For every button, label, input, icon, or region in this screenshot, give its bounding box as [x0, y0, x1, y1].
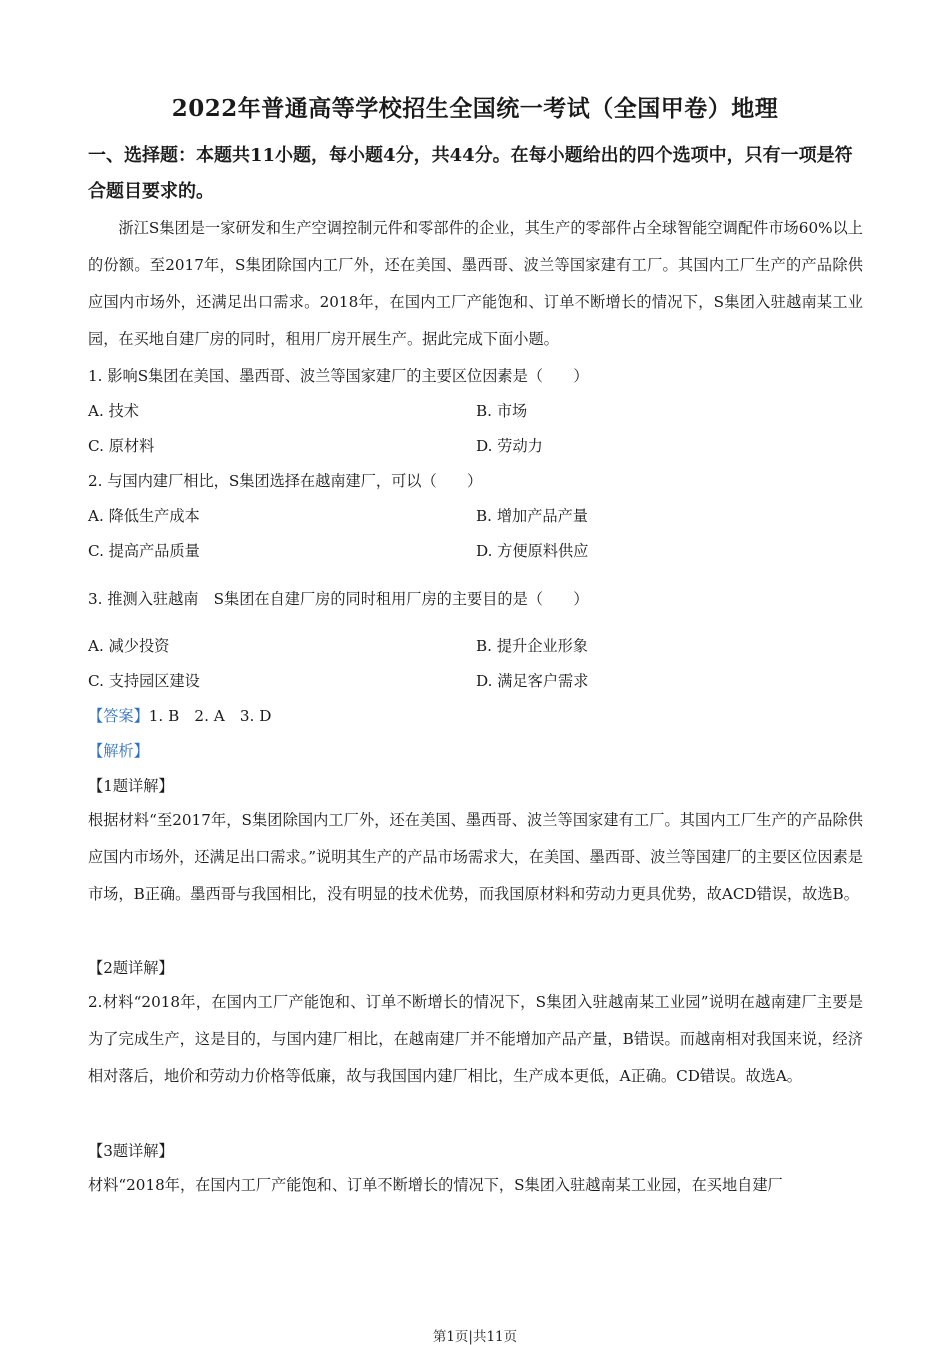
question-2-option-a: A. 降低生产成本	[88, 507, 200, 525]
question-3-option-d: D. 满足客户需求	[476, 672, 589, 690]
question-3-option-b: B. 提升企业形象	[476, 637, 588, 655]
question-2-option-c: C. 提高产品质量	[88, 542, 200, 560]
detail-1-text: 根据材料“至2017年，S集团除国内工厂外，还在美国、墨西哥、波兰等国家建有工厂。其国内工厂生产的产品除供应国内市场外，还满足出口需求。”说明其生产的产品市场需求大，在美国、墨西哥、波兰等国建厂的主要区位因素是市场，B正确。墨西哥与我国相比，没有明显的技术优势，而我国原材料和劳动力更具优势，故ACD错误，故选B。	[88, 811, 863, 903]
question-2-option-b: B. 增加产品产量	[476, 507, 588, 525]
question-1-option-b: B. 市场	[476, 402, 528, 420]
passage: 浙江S集团是一家研发和生产空调控制元件和零部件的企业，其生产的零部件占全球智能空调配件市场60%以上的份额。至2017年，S集团除国内工厂外，还在美国、墨西哥、波兰等国家建有工厂。其国内工厂生产的产品除供应国内市场外，还满足出口需求。2018年，在国内工厂产能饱和、订单不断增长的情况下，S集团入驻越南某工业园，在买地自建厂房的同时，租用厂房开展生产。据此完成下面小题。	[88, 219, 863, 348]
detail-1-heading: 【1题详解】	[88, 777, 174, 795]
section-heading: 一、选择题：本题共11小题，每小题4分，共44分。在每小题给出的四个选项中，只有一项是符合题目要求的。	[88, 145, 853, 202]
answer-line	[88, 706, 271, 726]
question-1-option-c: C. 原材料	[88, 437, 155, 455]
page-footer: 第1页|共11页	[432, 1329, 518, 1345]
detail-3-text: 材料“2018年，在国内工厂产能饱和、订单不断增长的情况下，S集团入驻越南某工业园，在买地自建厂	[88, 1176, 783, 1194]
answer-text: 1. B 2. A 3. D	[148, 707, 272, 725]
question-3-stem: 3. 推测入驻越南 S集团在自建厂房的同时租用厂房的主要目的是（ ）	[88, 590, 589, 608]
question-2-option-d: D. 方便原料供应	[476, 542, 589, 560]
detail-2-heading: 【2题详解】	[88, 959, 174, 977]
answer-label: 【答案】	[88, 707, 149, 725]
detail-2-text: 2.材料“2018年，在国内工厂产能饱和、订单不断增长的情况下，S集团入驻越南某工业园”说明在越南建厂主要是为了完成生产，这是目的，与国内建厂相比，在越南建厂并不能增加产品产量，B错误。而越南相对我国来说，经济相对落后，地价和劳动力价格等低廉，故与我国国内建厂相比，生产成本更低，A正确。CD错误。故选A。	[88, 993, 863, 1085]
question-2-stem: 2. 与国内建厂相比，S集团选择在越南建厂，可以（ ）	[88, 472, 483, 490]
question-1-option-a: A. 技术	[88, 402, 139, 420]
question-3-option-c: C. 支持园区建设	[88, 672, 200, 690]
question-1-stem: 1. 影响S集团在美国、墨西哥、波兰等国家建厂的主要区位因素是（ ）	[88, 367, 589, 385]
question-3-option-a: A. 减少投资	[88, 637, 170, 655]
analysis-label: 【解析】	[88, 742, 149, 760]
detail-3-heading: 【3题详解】	[88, 1142, 174, 1160]
question-1-option-d: D. 劳动力	[476, 437, 543, 455]
page-title: 2022年普通高等学校招生全国统一考试（全国甲卷）地理	[171, 95, 779, 122]
